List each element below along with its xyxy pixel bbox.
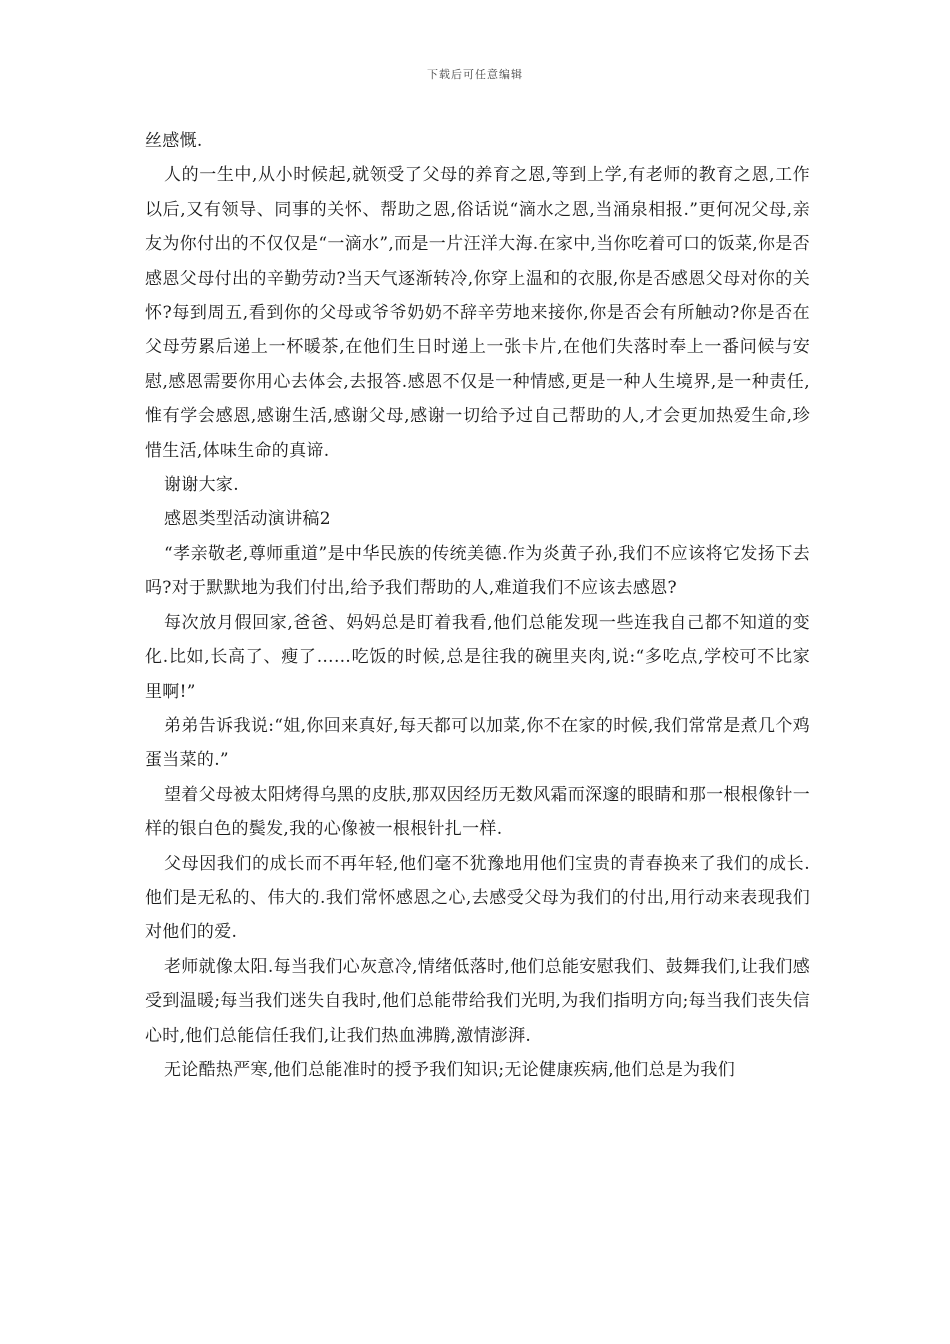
paragraph: 无论酷热严寒,他们总能准时的授予我们知识;无论健康疾病,他们总是为我们 [164,1059,736,1080]
document-body [145,124,810,1087]
paragraph: 老师就像太阳.每当我们心灰意冷,情绪低落时,他们总能安慰我们、鼓舞我们,让我们感受到温暖;每当我们迷失自我时,他们总能带给我们光明,为我们指明方向;每当我们丧失信心时,他们总能信任我们,让我们热血沸腾,激情澎湃. [145,956,810,1046]
paragraph: 望着父母被太阳烤得乌黑的皮肤,那双因经历无数风霜而深邃的眼睛和那一根根像针一样的银白色的鬓发,我的心像被一根根针扎一样. [145,784,810,840]
paragraph: “孝亲敬老,尊师重道”是中华民族的传统美德.作为炎黄子孙,我们不应该将它发扬下去吗?对于默默地为我们付出,给予我们帮助的人,难道我们不应该去感恩? [145,543,810,599]
paragraph: 父母因我们的成长而不再年轻,他们毫不犹豫地用他们宝贵的青春换来了我们的成长.他们是无私的、伟大的.我们常怀感恩之心,去感受父母为我们的付出,用行动来表现我们对他们的爱. [145,853,810,943]
paragraph: 丝感慨. [145,131,203,151]
closing-line: 谢谢大家. [164,475,239,496]
paragraph: 人的一生中,从小时候起,就领受了父母的养育之恩,等到上学,有老师的教育之恩,工作以后,又有领导、同事的关怀、帮助之恩,俗话说“滴水之恩,当涌泉相报.”更何况父母,亲友为你付出的不仅仅是“一滴水”,而是一片汪洋大海.在家中,当你吃着可口的饭菜,你是否感恩父母付出的辛勤劳动?当天气逐渐转冷,你穿上温和的衣服,你是否感恩父母对你的关怀?每到周五,看到你的父母或爷爷奶奶不辞辛劳地来接你,你是否会有所触动?你是否在父母劳累后递上一杯暖茶,在他们生日时递上一张卡片,在他们失落时奉上一番问候与安慰,感恩需要你用心去体会,去报答.感恩不仅是一种情感,更是一种人生境界,是一种责任,惟有学会感恩,感谢生活,感谢父母,感谢一切给予过自己帮助的人,才会更加热爱生命,珍惜生活,体味生命的真谛. [145,165,810,461]
paragraph: 弟弟告诉我说:“姐,你回来真好,每天都可以加菜,你不在家的时候,我们常常是煮几个鸡蛋当菜的.” [145,715,810,771]
page-header: 下载后可任意编辑 [427,68,523,81]
paragraph: 每次放月假回家,爸爸、妈妈总是盯着我看,他们总能发现一些连我自己都不知道的变化.比如,长高了、瘦了……吃饭的时候,总是往我的碗里夹肉,说:“多吃点,学校可不比家里啊!” [145,612,810,702]
section-title: 感恩类型活动演讲稿2 [164,509,331,530]
